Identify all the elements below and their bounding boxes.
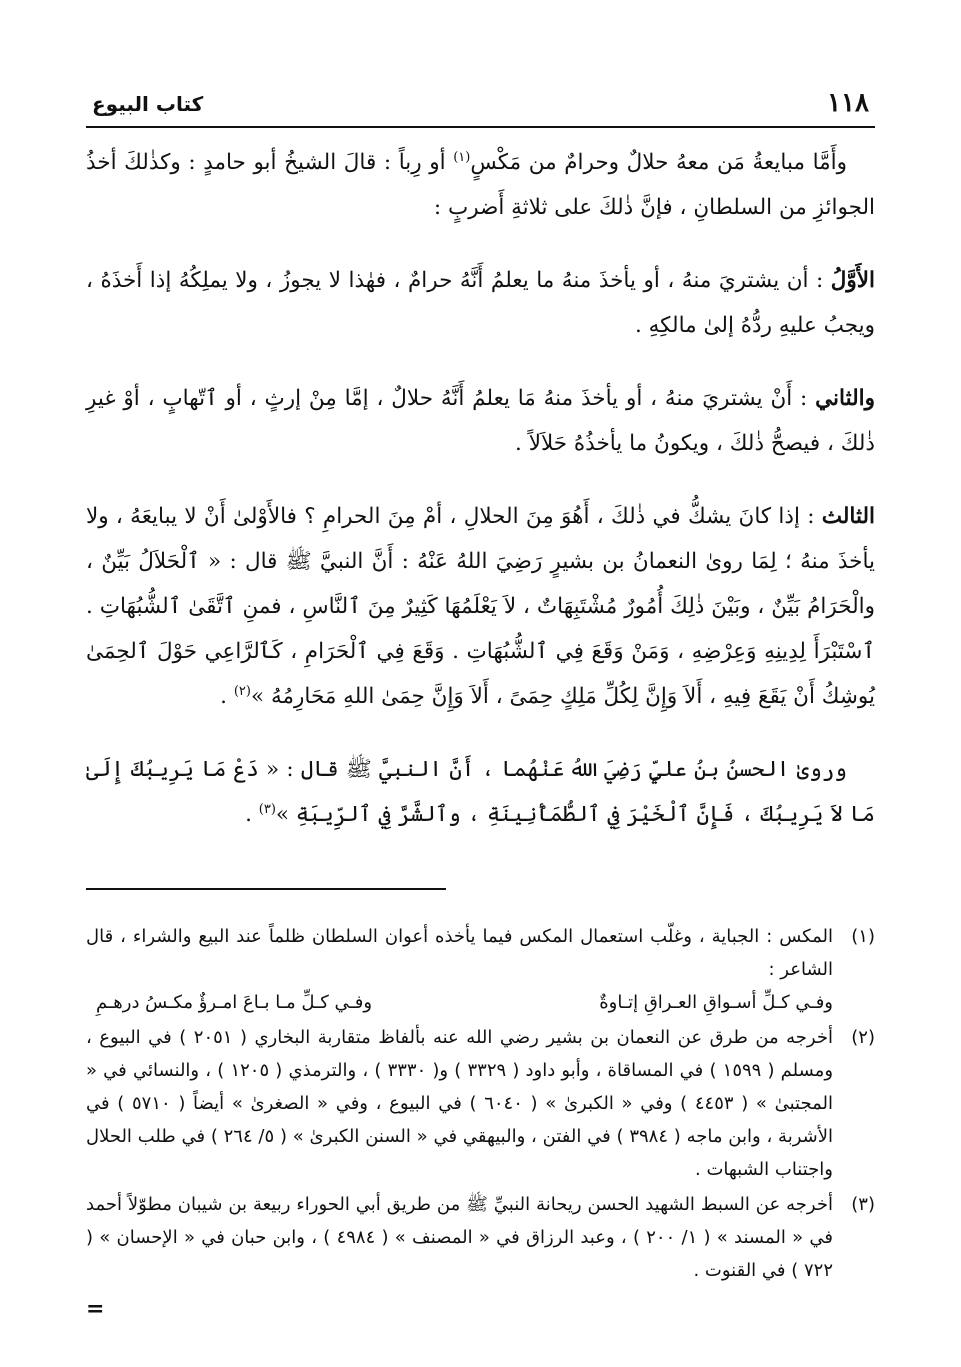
footnote-text: أخرجه من طرق عن النعمان بن بشير رضي الله عنه بألفاظ متقاربة البخاري ( ٢٠٥١ ) في البيوع ، ومسلم ( ١٥٩٩ ) في المساقاة ، وأبو داود ( ٣٣٢٩ ) و( ٣٣٣٠ ) ، والترمذي ( ١٢٠٥ ) ، والنسائي في « المجتبىٰ » ( ٤٤٥٣ ) وفي « الكبرىٰ » ( ٦٠٤٠ ) في البيوع ، وفي « الصغرىٰ » أيضاً ( ٥٧١٠ ) في الأشربة ، وابن ماجه ( ٣٩٨٤ ) في الفتن ، والبيهقي في « السنن الكبرىٰ » ( ٥/ ٢٦٤ ) في طلب الحلال واجتناب الشبهات . [86,1027,834,1180]
footnotes [86,920,875,1289]
poem-verse [86,986,833,1019]
footnote-text: أخرجه عن السبط الشهيد الحسن ريحانة النبيِّ ﷺ من طريق أبي الحوراء ربيعة بن شيبان مطوّلاً أحمد في « المسند » ( ١/ ٢٠٠ ) ، وعبد الرزاق في « المصنف » ( ٤٩٨٤ ) ، وابن حبان في « الإحسان » ( ٧٢٢ ) في القنوت . [86,1194,833,1281]
heading-second: والثاني [815,386,875,411]
footnote-number: (٣) [851,1194,875,1215]
page-header [86,88,875,124]
heading-first: الأَوَّلُ [830,268,875,293]
footnote-3 [86,1188,875,1287]
footnote-ref-1[interactable]: (١) [453,149,471,165]
footnote-ref-3[interactable]: (٣) [258,801,276,817]
footnote-number: (٢) [851,1027,875,1048]
verse-first-half: وفـي كـلِّ أسـواقِ العـراقِ إتـاوةٌ [599,992,833,1013]
footnote-divider [86,888,446,890]
paragraph-intro: وأَمَّا مبايعةُ مَن معهُ حلالٌ وحرامٌ من مَكْسٍ$^{(١)}$ أو رِباً : قالَ الشيخُ أبو حامدٍ : وكذٰلكَ أخذُ الجوائزِ من السلطانِ ، فإنَّ ذٰلكَ على ثلاثةِ أَضربٍ : [86,149,875,220]
page-number: ١١٨ [827,88,869,118]
paragraph-first-type: الأَوَّلُ : أن يشتريَ منهُ ، أو يأخذَ منهُ ما يعلمُ أَنَّهُ حرامٌ ، فهٰذا لا يجوزُ ، ولا يملِكُهُ إذا أَخذَهُ ، ويجبُ عليهِ ردُّهُ إلىٰ مالكِهِ . [86,268,875,338]
header-divider [86,126,875,128]
book-title: كتاب البيوع [92,92,204,116]
paragraph-hadith: وروىٰ الحسنُ بنُ عليٍّ رَضِيَ اللهُ عَنْهُما ، أَنَّ النبيَّ ﷺ قال : « دَعْ مَا يَرِيبُكَ إِلَىٰ مَا لاَ يَرِيبُكَ ، فَإِنَّ ٱلْخَيْرَ فِي ٱلطُّمَأْنِينَةِ ، وٱلشَّرَّ فِي ٱلرِّيبَةِ »$^{(٣)}$ . [86,757,875,827]
main-text [86,140,875,865]
paragraph-second-type: والثاني : أَنْ يشتريَ منهُ ، أو يأخذَ منهُ مَا يعلمُ أَنَّهُ حلالٌ ، إمَّا مِنْ إرثٍ ، أو ٱتّهابٍ ، أوْ غيرِ ذٰلكَ ، فيصحُّ ذٰلكَ ، ويكونُ ما يأخذُهُ حَلاَلاً . [86,386,875,456]
footnote-1 [86,920,875,1019]
footnote-number: (١) [851,926,875,947]
verse-second-half: وفـي كـلِّ مـا بـاعَ امـرؤٌ مكـسُ درهـمِ [96,992,373,1013]
paragraph-third-type: الثالث : إذا كانَ يشكُّ في ذٰلكَ ، أَهُوَ مِنَ الحلالِ ، أمْ مِنَ الحرامِ ؟ فالأَوْلىٰ أَنْ لا يبايعَهُ ، ولا يأخذَ منهُ ؛ لِمَا روىٰ النعمانُ بن بشيرٍ رَضِيَ اللهُ عَنْهُ : أَنَّ النبيَّ ﷺ قال : « ٱلْحَلاَلُ بَيِّنٌ ، والْحَرَامُ بَيِّنٌ ، وبَيْنَ ذٰلِكَ أُمُورٌ مُشْتَبِهَاتٌ ، لاَ يَعْلَمُهَا كَثِيرٌ مِنَ ٱلنَّاسِ ، فمنِ ٱتَّقَىٰ ٱلشُّبُهَاتِ . ٱسْتَبْرَأَ لِدِينِهِ وَعِرْضِهِ ، وَمَنْ وَقَعَ فِي ٱلشُّبُهَاتِ . وَقَعَ فِي ٱلْحَرَامِ ، كَٱلرَّاعِي حَوْلَ ٱلحِمَىٰ يُوشِكُ أَنْ يَقَعَ فِيهِ ، أَلاَ وَإِنَّ لِكُلِّ مَلِكٍ حِمَىً ، أَلاَ وَإِنَّ حِمَىٰ اللهِ مَحَارِمُهُ »$^{(٢)}$ . [86,504,875,709]
page-continuation-mark: = [86,1296,105,1322]
footnote-text: المكس : الجباية ، وغلّب استعمال المكس فيما يأخذه أعوان السلطان ظلماً عند البيع والشراء ، قال الشاعر : [86,926,833,980]
footnote-ref-2[interactable]: (٢) [233,683,251,699]
heading-third: الثالث [821,504,875,529]
footnote-2 [86,1021,875,1186]
